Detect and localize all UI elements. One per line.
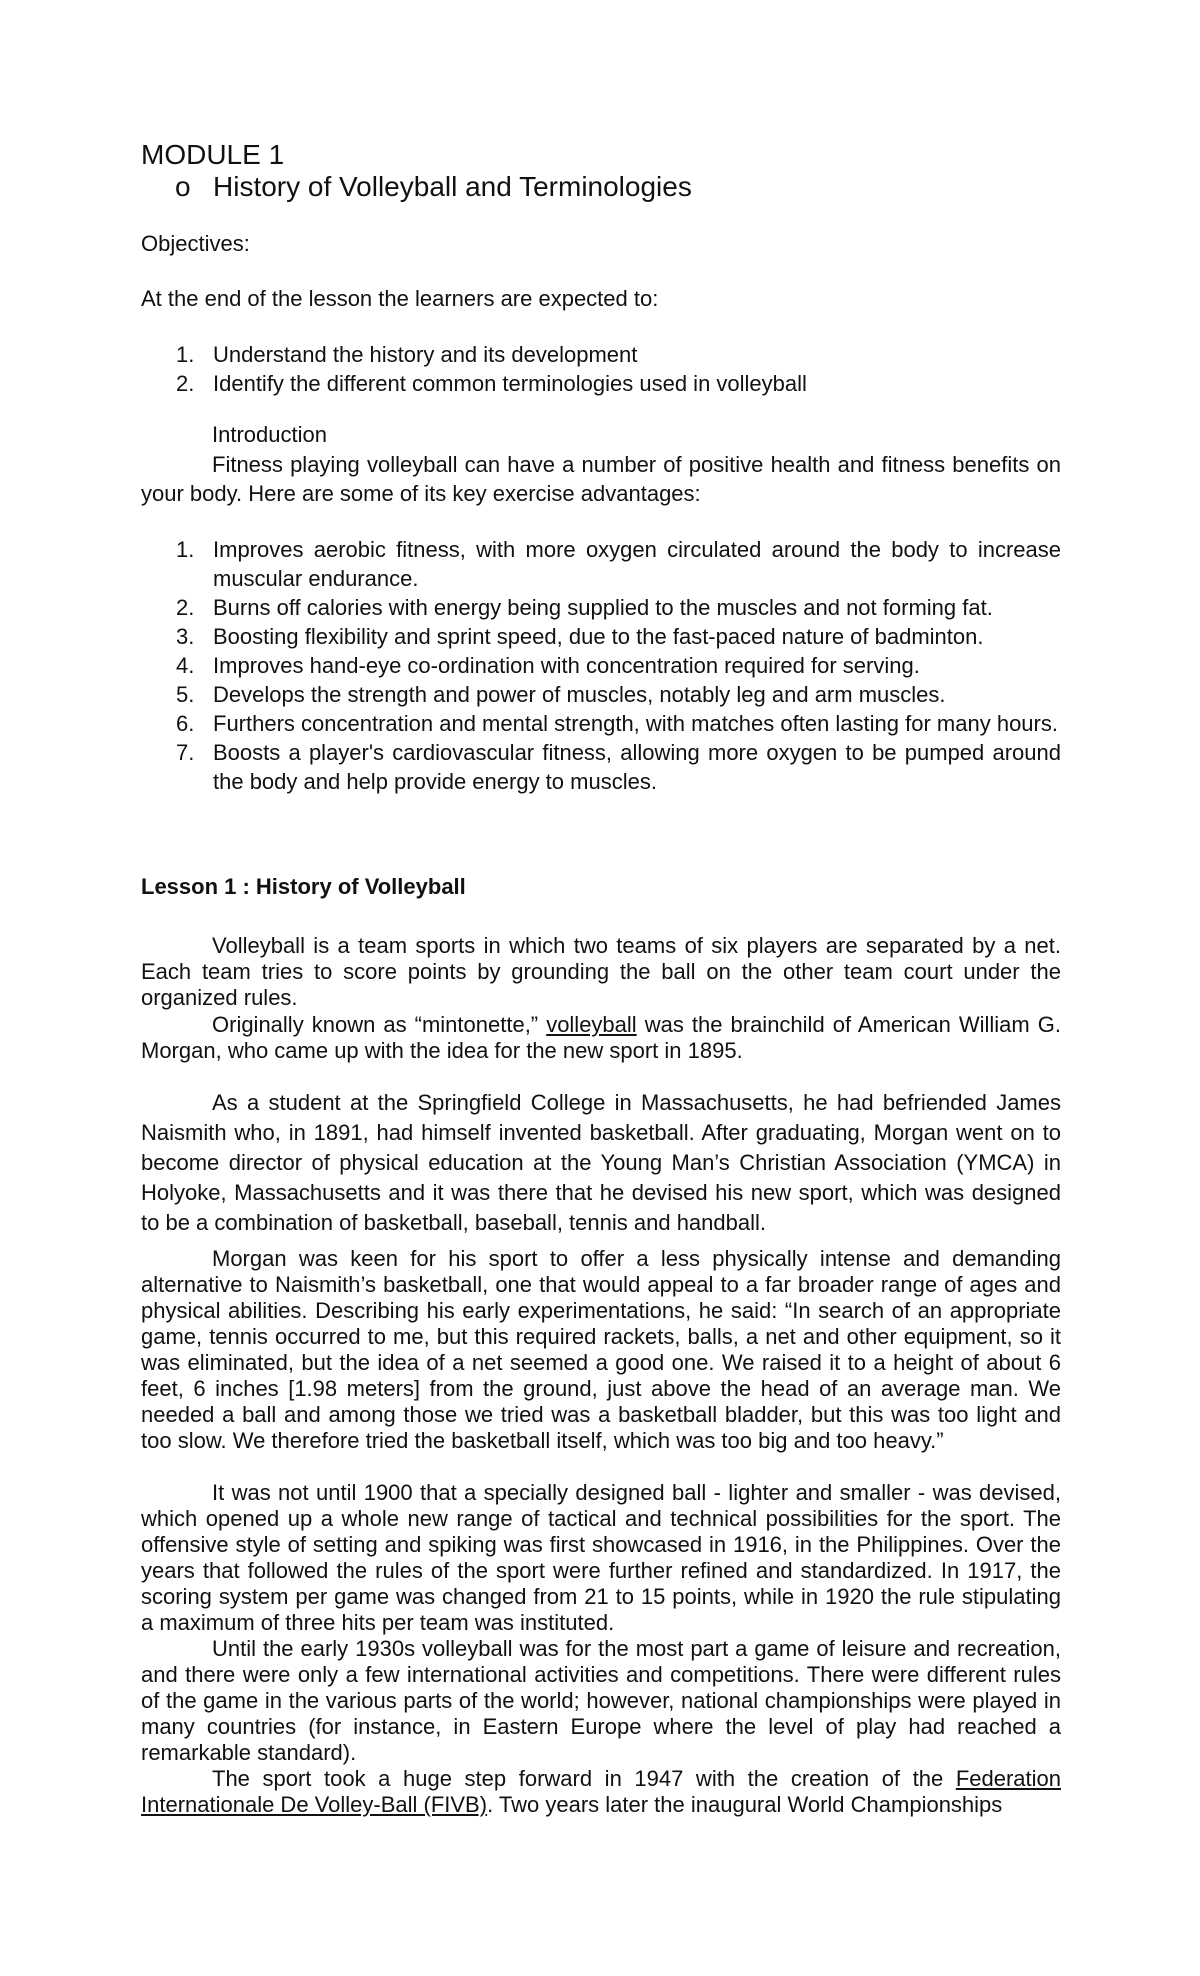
benefits-list (141, 535, 1061, 796)
lesson-title: Lesson 1 : History of Volleyball (141, 874, 466, 899)
lesson-paragraph-3: As a student at the Springfield College in Massachusetts, he had befriended James Naismith who, in 1891, had himself invented basketball. After graduating, Morgan went on to become director of physical education at the Young Man’s Christian Association (YMCA) in Holyoke, Massachusetts and it was there that he devised his new sport, which was designed to be a combination of basketball, baseball, tennis and handball. (141, 1090, 1061, 1235)
introduction-title: Introduction (212, 422, 327, 447)
lesson-paragraph-2: Originally known as “mintonette,” volleyball was the brainchild of American William G. Morgan, who came up with the idea for the new sport in 1895. (141, 1012, 1061, 1063)
list-item: 7. Boosts a player's cardiovascular fitness, allowing more oxygen to be pumped around the body and help provide energy to muscles. (176, 740, 1061, 794)
lesson-paragraph-6: Until the early 1930s volleyball was for the most part a game of leisure and recreation, and there were only a few international activities and competitions. There were different rules of the game in the various parts of the world; however, national championships were played in many countries (for instance, in Eastern Europe where the level of play had reached a remarkable standard). (141, 1636, 1061, 1765)
fivb-link[interactable]: Federation Internationale De Volley-Ball (FIVB) (141, 1766, 1061, 1817)
introduction-text: Fitness playing volleyball can have a number of positive health and fitness benefits on your body. Here are some of its key exercise advantages: (141, 452, 1061, 506)
objectives-label: Objectives: (141, 231, 250, 256)
list-item: 5. Develops the strength and power of muscles, notably leg and arm muscles. (176, 682, 946, 707)
list-item: 4. Improves hand-eye co-ordination with concentration required for serving. (176, 653, 920, 678)
list-item: 1. Understand the history and its development (176, 342, 638, 367)
list-item: 2. Burns off calories with energy being supplied to the muscles and not forming fat. (176, 595, 993, 620)
module-subtitle (175, 170, 692, 204)
lesson-paragraph-5: It was not until 1900 that a specially designed ball - lighter and smaller - was devised, which opened up a whole new range of tactical and technical possibilities for the sport. The offensive style of setting and spiking was first showcased in 1916, in the Philippines. Over the years that followed the rules of the sport were further refined and standardized. In 1917, the scoring system per game was changed from 21 to 15 points, while in 1920 the rule stipulating a maximum of three hits per team was instituted. (141, 1480, 1061, 1635)
lesson-paragraph-7: The sport took a huge step forward in 1947 with the creation of the Federation Internationale De Volley-Ball (FIVB). Two years later the inaugural World Championships (141, 1766, 1061, 1817)
lesson-paragraph-1: Volleyball is a team sports in which two teams of six players are separated by a net. Each team tries to score points by grounding the ball on the other team court under the organized rules. (141, 933, 1061, 1010)
objectives-intro: At the end of the lesson the learners are expected to: (141, 286, 659, 311)
list-item: 6. Furthers concentration and mental strength, with matches often lasting for many hours. (176, 711, 1058, 736)
lesson-paragraph-4: Morgan was keen for his sport to offer a less physically intense and demanding alternative to Naismith’s basketball, one that would appeal to a far broader range of ages and physical abilities. Describing his early experimentations, he said: “In search of an appropriate game, tennis occurred to me, but this required rackets, balls, a net and other equipment, so it was eliminated, but the idea of a net seemed a good one. We raised it to a height of about 6 feet, 6 inches [1.98 meters] from the ground, just above the head of an average man. We needed a ball and among those we tried was a basketball bladder, but this was too light and too slow. We therefore tried the basketball itself, which was too big and too heavy.” (141, 1246, 1061, 1453)
bullet-o: o (175, 171, 191, 202)
list-item: 3. Boosting flexibility and sprint speed, due to the fast-paced nature of badminton. (176, 624, 984, 649)
module-subtitle-text: History of Volleyball and Terminologies (213, 171, 692, 202)
list-item: 2. Identify the different common terminologies used in volleyball (176, 371, 807, 396)
list-item: 1. Improves aerobic fitness, with more oxygen circulated around the body to increase muscular endurance. (176, 537, 1061, 591)
objectives-list (141, 340, 1061, 398)
volleyball-link[interactable]: volleyball (546, 1012, 637, 1037)
module-title: MODULE 1 (141, 139, 285, 170)
